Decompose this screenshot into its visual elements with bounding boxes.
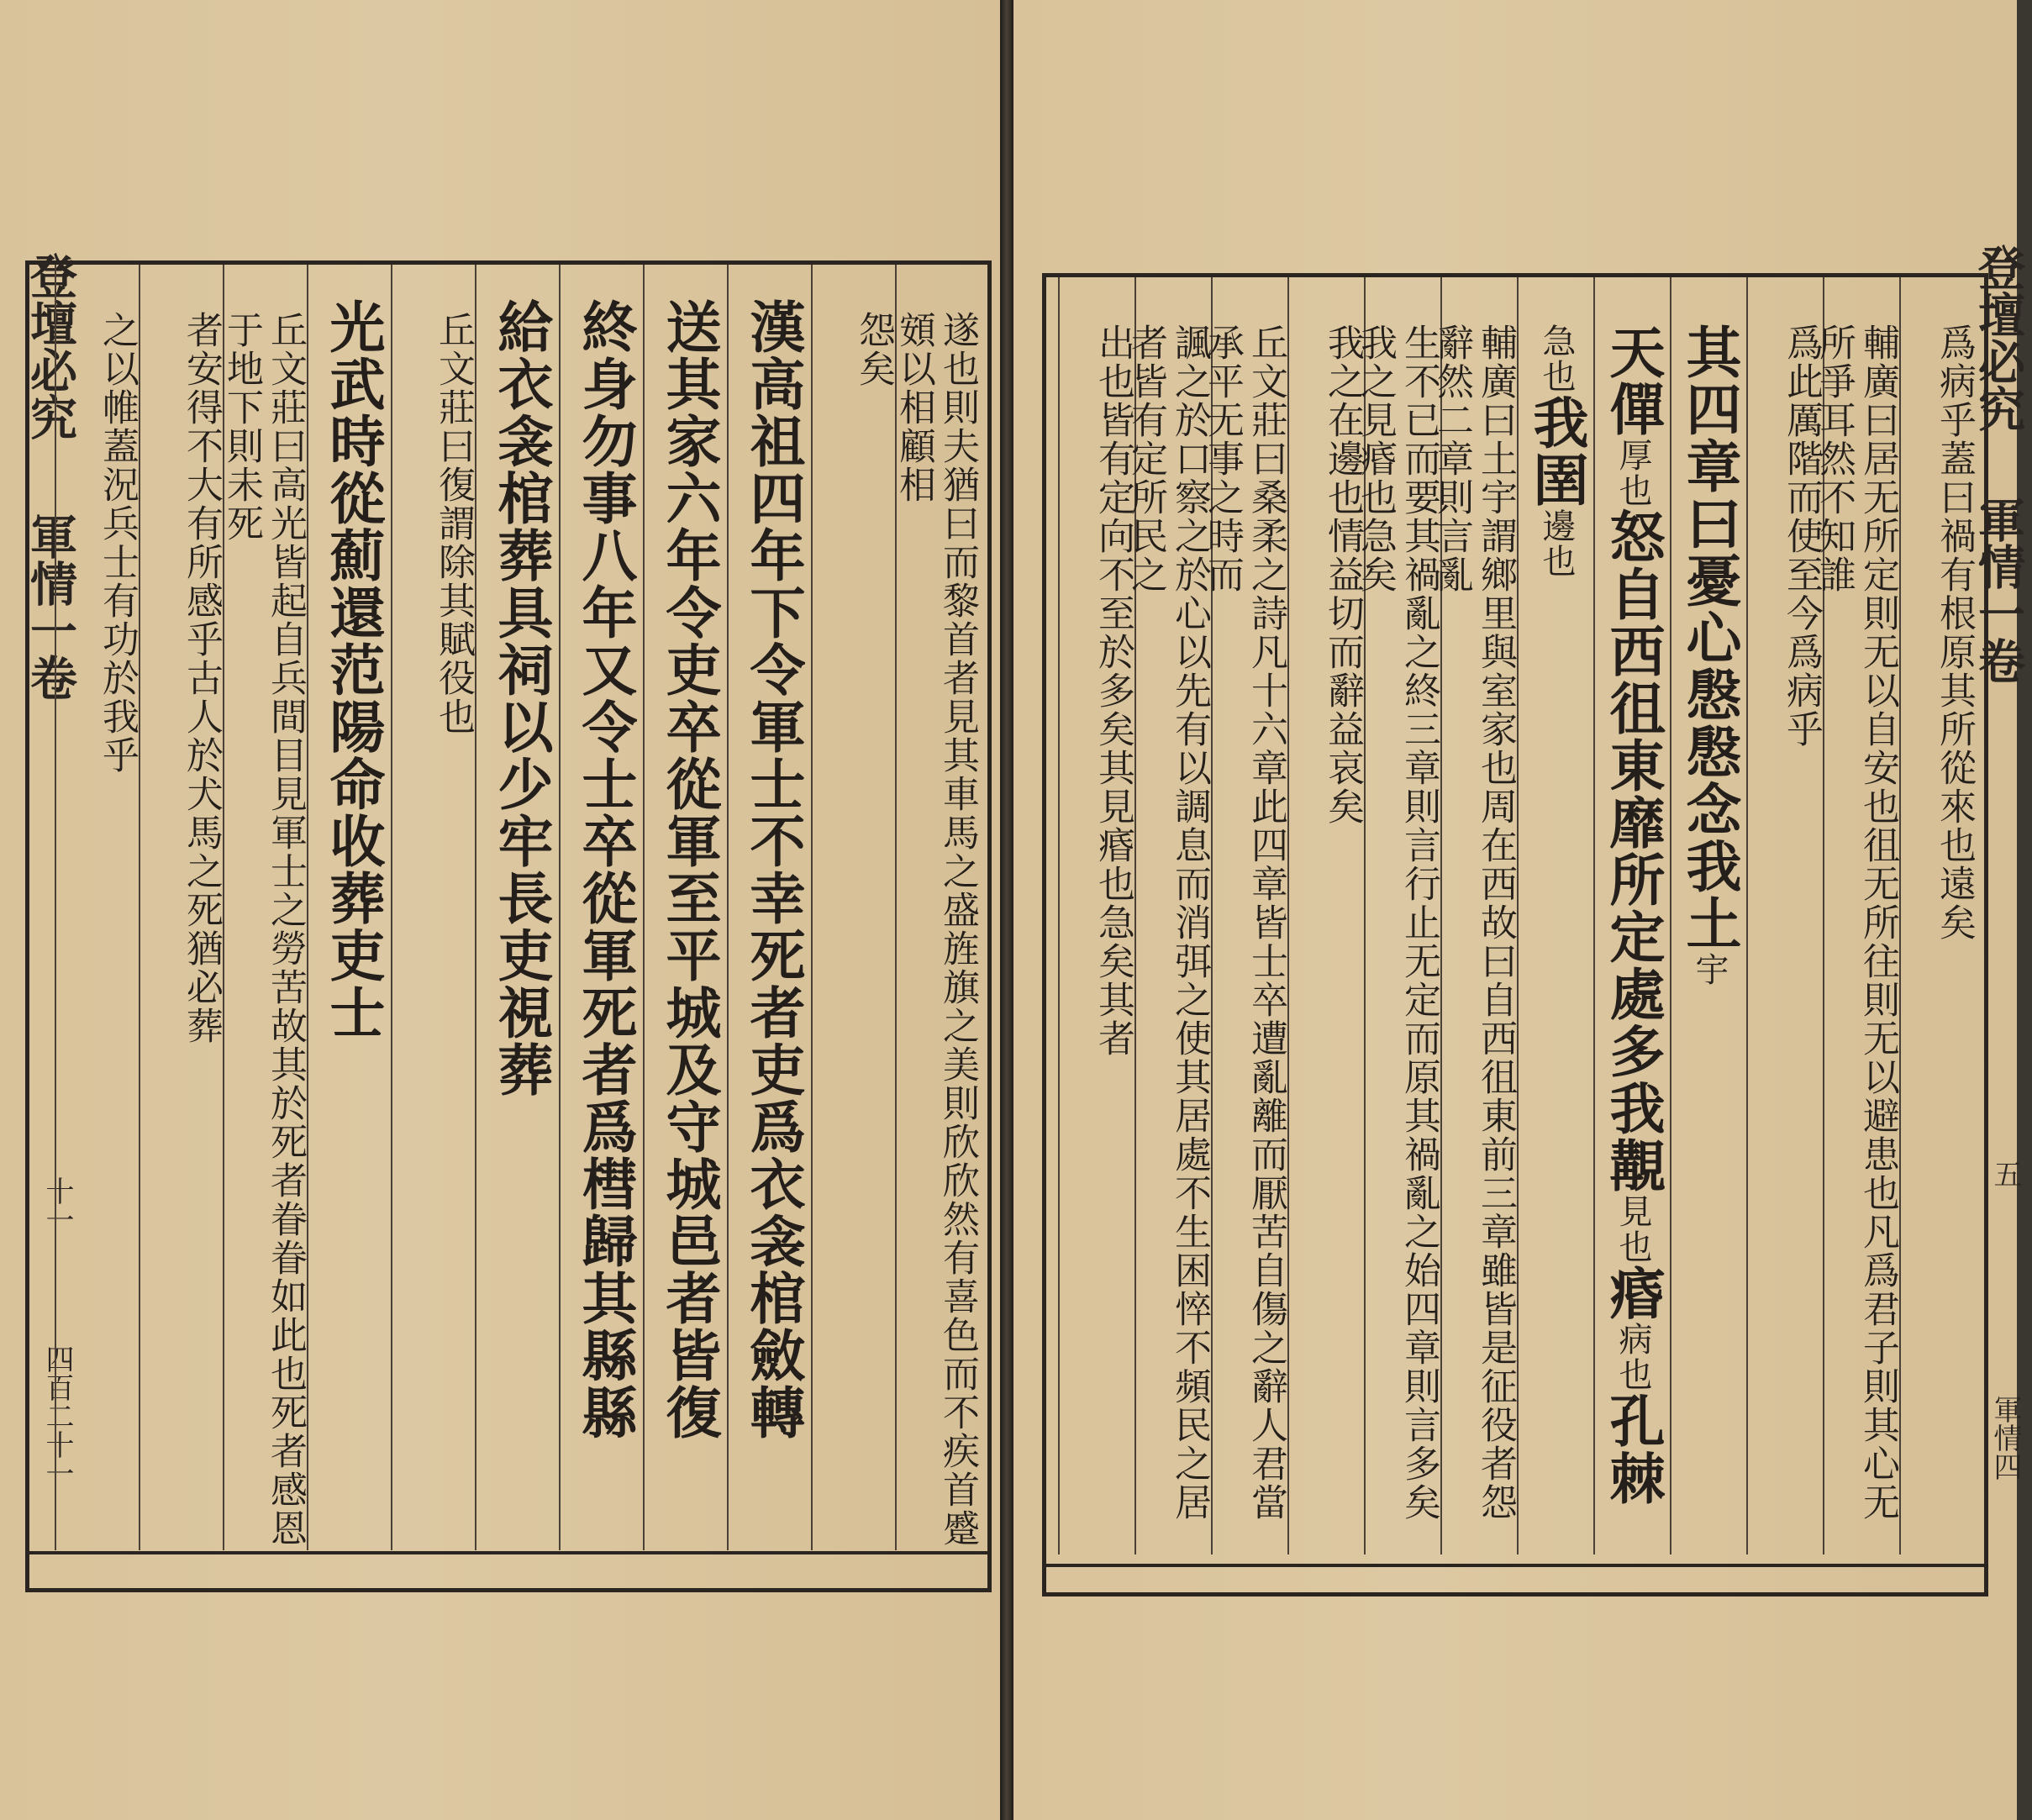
left-margin-folio: 四百二十一 [40,1344,74,1487]
right-margin-section: 軍情一卷 [1971,496,2026,684]
text-column: 爲此厲階而使至今爲病乎 [1746,277,1823,1554]
text-column: 送其家六年令吏卒從軍至平城及守城邑者皆復 [643,265,727,1550]
right-margin-title: 登壇必究 [1971,244,2026,432]
left-text-frame [25,260,992,1592]
text-column: 怨矣 [811,265,895,1550]
text-column: 丘文莊曰桑柔之詩凡十六章此四章皆士卒遭亂離而厭苦自傷之辭人君當承平无事之時而 [1211,277,1287,1554]
left-margin-title: 登壇必究 [23,252,78,440]
text-column: 出也皆有定向不至於多矣其見痻也急矣其者 [1058,277,1134,1554]
left-page [0,0,1005,1820]
text-column: 諷之於口察之於心以先有以調息而消弭之使其居處不生困悴不頻民之居者皆有定所民之 [1134,277,1211,1554]
left-margin-section: 軍情一卷 [23,513,78,701]
text-column: 漢高祖四年下令軍士不幸死者吏爲衣衾棺斂轉 [727,265,811,1550]
text-column: 輔廣曰居无所定則无以自安也徂无所往則无以避患也凡爲君子則其心无所爭耳然不知誰 [1823,277,1899,1554]
text-column: 給衣衾棺葬具祠以少牢長吏視葬 [475,265,559,1550]
right-page [1013,0,2026,1820]
text-column: 丘文莊曰復謂除其賦役也 [391,265,475,1550]
text-column: 終身勿事八年又令士卒從軍死者爲槥歸其縣縣 [559,265,643,1550]
text-column: 爲病乎蓋曰禍有根原其所從來也遠矣 [1899,277,1976,1554]
text-column: 遂也則夫猶曰而黎首者見其車馬之盛旌旗之美則欣欣然有喜色而不疾首蹙頞以相顧相 [895,265,979,1550]
text-column: 其四章曰憂心慇慇念我土宇 [1670,277,1746,1554]
text-column: 急也我圉邊也 [1517,277,1593,1554]
book-spine [1000,0,1013,1820]
text-column: 之以帷蓋況兵士有功於我乎 [55,265,139,1550]
right-margin-page: 五 [1988,1160,2022,1188]
text-column: 生不已而要其禍亂之終三章則言行止无定而原其禍亂之始四章則言多矣我之見痻也急矣 [1364,277,1440,1554]
text-column: 丘文莊曰高光皆起自兵間目見軍士之勞苦故其於死者眷眷如此也死者感恩于地下則未死 [223,265,307,1550]
text-column: 者安得不大有所感乎古人於犬馬之死猶必葬 [139,265,223,1550]
right-margin-folio: 軍情四 [1988,1395,2022,1481]
left-margin-page: 十一 [40,1176,74,1233]
right-text-frame [1042,273,1988,1596]
text-column: 光武時從薊還范陽命收葬吏士 [307,265,391,1550]
text-column: 我之在邊也情益切而辭益哀矣 [1287,277,1364,1554]
text-column: 輔廣曰土宇謂鄉里與室家也周在西故曰自西徂東前三章雖皆是征役者怨辭然二章則言亂 [1440,277,1517,1554]
text-column: 天僤厚也怒自西徂東靡所定處多我覯見也痻病也孔棘 [1593,277,1670,1554]
